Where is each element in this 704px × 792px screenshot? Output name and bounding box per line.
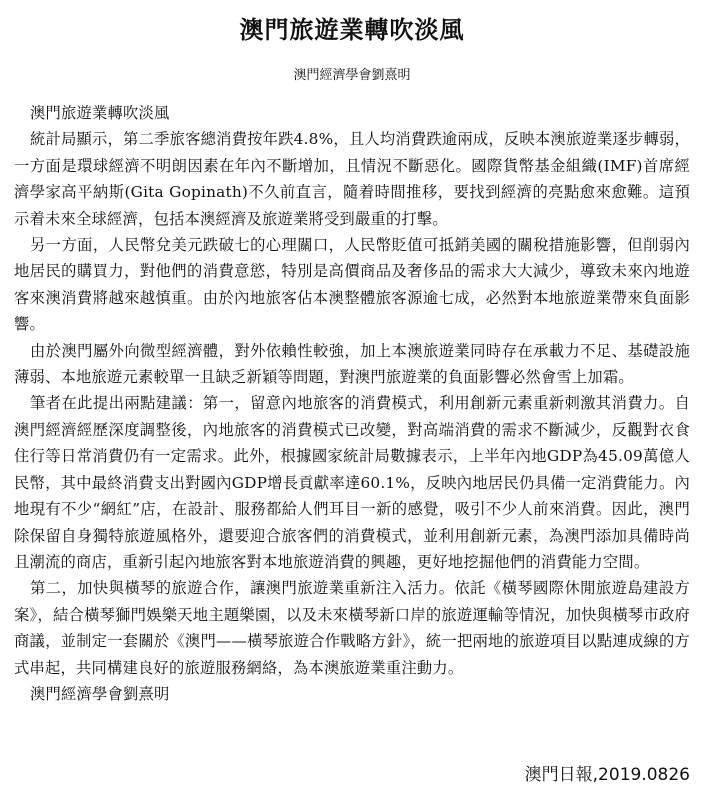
- article-subheading: 澳門旅遊業轉吹淡風: [30, 104, 170, 122]
- article-title: 澳門旅遊業轉吹淡風: [239, 16, 465, 44]
- paragraph-5: 第二，加快與橫琴的旅遊合作，讓澳門旅遊業重新注入活力。依託《橫琴國際休閒旅遊島建設方案》，結合橫琴獅門娛樂天地主題樂園，以及未來橫琴新口岸的旅遊運輸等情況，加快與橫琴市政府商議，並制定一套關於《澳門——橫琴旅遊合作戰略方針》，統一把兩地的旅遊項目以點連成線的方式串起，共同構建良好的旅遊服務網絡，為本澳旅遊業重注動力。: [14, 579, 690, 677]
- article-body: [14, 100, 690, 707]
- paragraph-3: 由於澳門屬外向微型經濟體，對外依賴性較強，加上本澳旅遊業同時存在承載力不足、基礎設施薄弱、本地旅遊元素較單一且缺乏新穎等問題，對澳門旅遊業的負面影響必然會雪上加霜。: [14, 341, 690, 387]
- paragraph-4: 筆者在此提出兩點建議：第一，留意內地旅客的消費模式，利用創新元素重新刺激其消費力。自澳門經濟經歷深度調整後，內地旅客的消費模式已改變，對高端消費的需求不斷減少，反觀對衣食住行等日常消費仍有一定需求。此外，根據國家統計局數據表示，上半年內地GDP為45.09萬億人民幣，其中最終消費支出對國內GDP增長貢獻率達60.1%，反映內地居民仍具備一定消費能力。內地現有不少“網紅”店，在設計、服務都給人們耳目一新的感覺，吸引不少人前來消費。因此，澳門除保留自身獨特旅遊風格外，還要迎合旅客們的消費模式，並利用創新元素，為澳門添加具備時尚且潮流的商店，重新引起內地旅客對本地旅遊消費的興趣，更好地挖掘他們的消費能力空間。: [14, 394, 690, 571]
- source-note: 澳門日報,2019.0826: [524, 765, 690, 785]
- paragraph-1: 統計局顯示，第二季旅客總消費按年跌4.8%，且人均消費跌逾兩成，反映本澳旅遊業逐步轉弱，一方面是環球經濟不明朗因素在年內不斷增加，且情況不斷惡化。國際貨幣基金組織(IMF)首席經濟學家高平納斯(Gita Gopinath)不久前直言，隨着時間推移，要找到經濟的亮點愈來愈難。這預示着未來全球經濟，包括本澳經濟及旅遊業將受到嚴重的打擊。: [14, 130, 690, 228]
- footer-author: 澳門經濟學會劉熹明: [30, 684, 170, 703]
- article-byline: 澳門經濟學會劉熹明: [293, 68, 411, 83]
- paragraph-2: 另一方面，人民幣兌美元跌破七的心理關口，人民幣貶值可抵銷美國的關稅措施影響，但削弱內地居民的購買力，對他們的消費意慾，特別是高價商品及奢侈品的需求大大減少，導致未來內地遊客來澳消費將越來越慎重。由於內地旅客佔本澳整體旅客源逾七成，必然對本地旅遊業帶來負面影響。: [14, 236, 690, 334]
